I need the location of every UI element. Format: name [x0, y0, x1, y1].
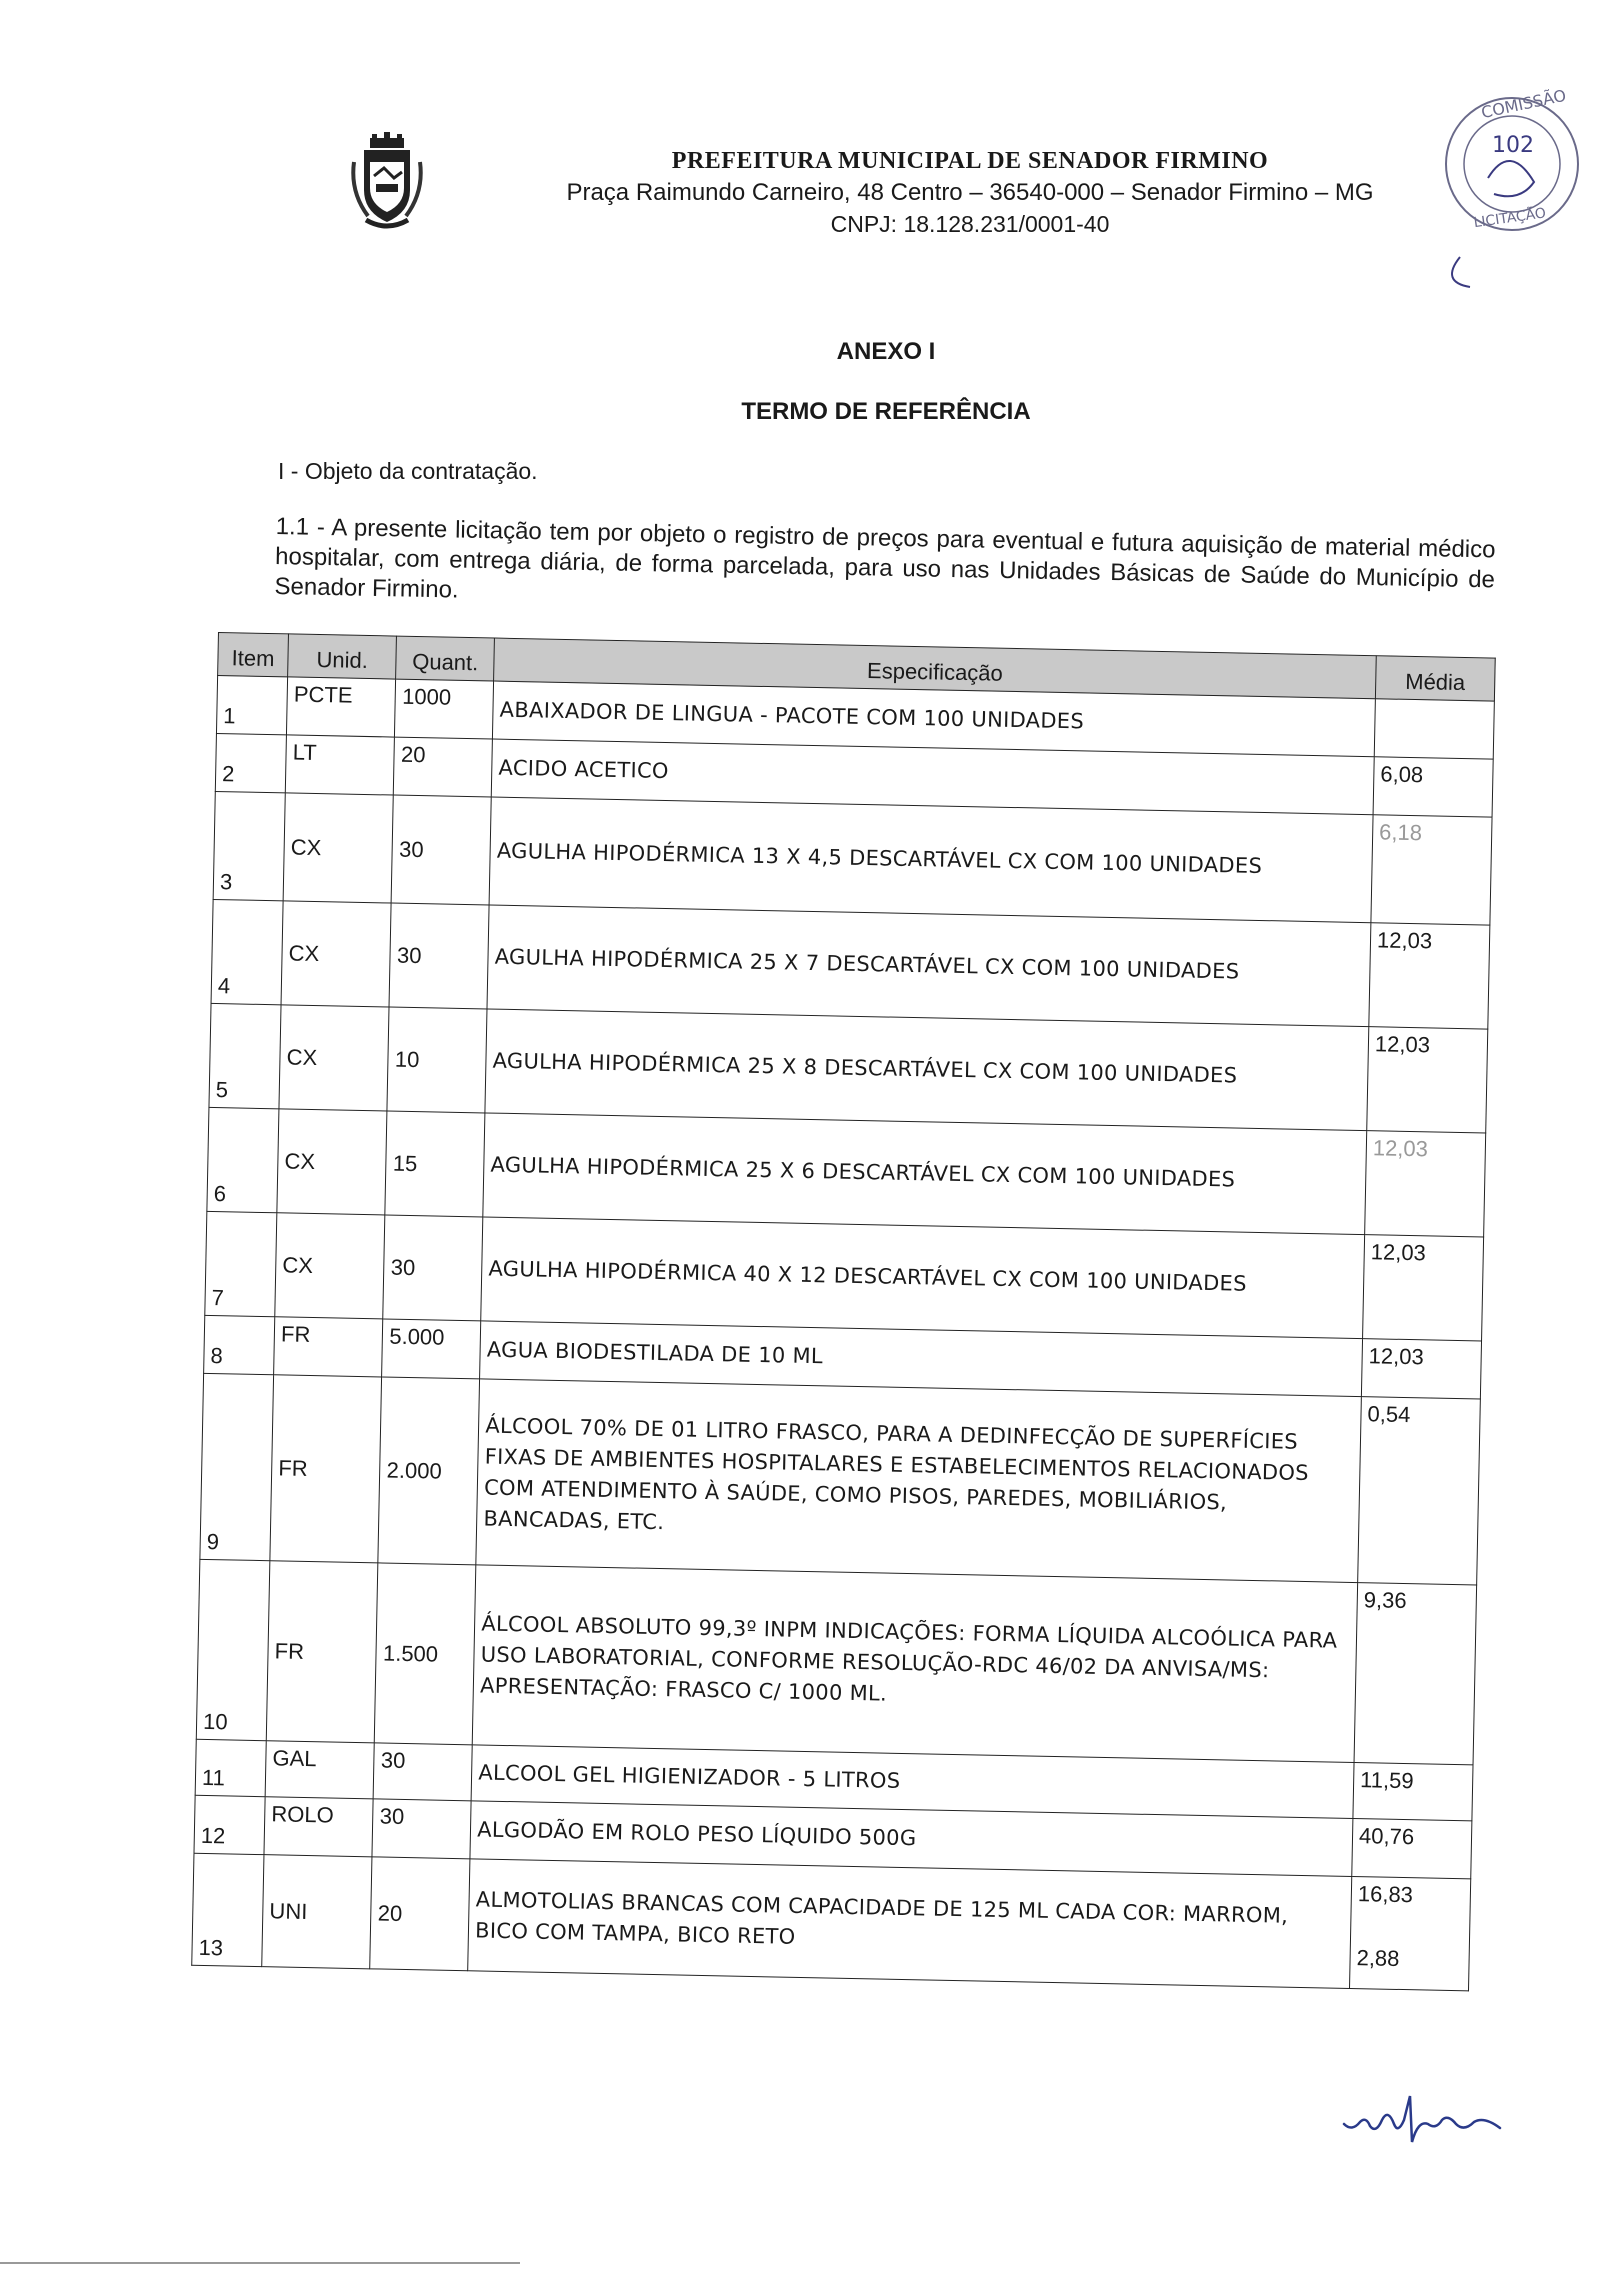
commission-stamp — [1430, 82, 1580, 292]
cell-media: 12,03 — [1369, 923, 1490, 1029]
cell-media: 0,54 — [1358, 1397, 1481, 1585]
cell-spec: ACIDO ACETICO — [491, 739, 1374, 815]
annex-subtitle: TERMO DE REFERÊNCIA — [741, 398, 1031, 425]
stamp-number: 102 — [1492, 133, 1534, 158]
cell-spec: ALGODÃO EM ROLO PESO LÍQUIDO 500G — [470, 1801, 1353, 1877]
cell-spec: AGULHA HIPODÉRMICA 25 X 8 DESCARTÁVEL CX COM 100 UNIDADES — [485, 1009, 1369, 1131]
cell-quant: 20 — [394, 737, 493, 797]
cell-item: 6 — [207, 1107, 279, 1212]
cell-quant: 1.500 — [375, 1563, 476, 1745]
cell-item: 12 — [194, 1795, 265, 1854]
handwritten-signature — [1340, 2090, 1520, 2150]
stamp-top-text: COMISSÃO — [1479, 85, 1568, 123]
cell-unid: CX — [279, 1005, 389, 1111]
header-media: Média — [1375, 656, 1495, 701]
cell-item: 8 — [204, 1315, 275, 1374]
cell-quant: 10 — [387, 1007, 487, 1113]
cell-spec: ÁLCOOL ABSOLUTO 99,3º INPM INDICAÇÕES: FORMA LÍQUIDA ALCOÓLICA PARA USO LABORATORIAL, CONFORME RESOLUÇÃO-RDC 46/02 DA ANVISA/MS: APRESENTAÇÃO: FRASCO C/ 1000 ML. — [472, 1565, 1357, 1763]
cell-media: 6,08 — [1373, 757, 1493, 817]
org-address: Praça Raimundo Carneiro, 48 Centro – 36540-000 – Senador Firmino – MG — [566, 179, 1374, 206]
cell-spec: AGULHA HIPODÉRMICA 25 X 7 DESCARTÁVEL CX COM 100 UNIDADES — [487, 905, 1371, 1027]
cell-unid: CX — [281, 901, 391, 1007]
cell-spec: ALMOTOLIAS BRANCAS COM CAPACIDADE DE 125 ML CADA COR: MARROM, BICO COM TAMPA, BICO RETO — [468, 1859, 1352, 1989]
header-unid: Unid. — [288, 634, 397, 679]
cell-unid: FR — [266, 1561, 378, 1743]
cell-quant: 30 — [383, 1215, 483, 1321]
cell-spec: ABAIXADOR DE LINGUA - PACOTE COM 100 UNIDADES — [493, 681, 1376, 757]
cell-item: 10 — [196, 1559, 270, 1740]
cell-quant: 15 — [385, 1111, 485, 1217]
annex-title: ANEXO I — [836, 338, 936, 365]
cell-item: 2 — [215, 733, 286, 792]
cell-quant: 1000 — [395, 679, 494, 739]
cell-unid: GAL — [265, 1741, 374, 1799]
table-row — [200, 1373, 1480, 1585]
cell-quant: 5.000 — [382, 1319, 481, 1379]
cell-spec: AGULHA HIPODÉRMICA 40 X 12 DESCARTÁVEL CX COM 100 UNIDADES — [481, 1217, 1365, 1339]
cell-unid: CX — [283, 793, 394, 903]
cell-unid: FR — [274, 1317, 384, 1377]
header-quant: Quant. — [396, 636, 495, 681]
cell-item: 3 — [213, 791, 285, 900]
cell-unid: CX — [277, 1109, 387, 1215]
stamp-bottom-text: LICITAÇÃO — [1472, 205, 1547, 232]
cell-unid: PCTE — [287, 677, 397, 737]
cell-media — [1374, 699, 1494, 759]
cell-item: 13 — [192, 1853, 264, 1966]
cell-quant: 30 — [389, 903, 489, 1009]
cell-unid: UNI — [262, 1855, 373, 1969]
cell-quant: 30 — [392, 795, 492, 905]
cell-spec: AGULHA HIPODÉRMICA 25 X 6 DESCARTÁVEL CX COM 100 UNIDADES — [483, 1113, 1367, 1235]
section-heading: I - Objeto da contratação. — [278, 458, 538, 484]
cell-item: 5 — [209, 1003, 281, 1108]
cell-media: 12,03 — [1365, 1131, 1486, 1237]
cell-unid: FR — [270, 1375, 382, 1563]
cell-unid: LT — [285, 735, 395, 795]
letterhead — [520, 148, 1420, 238]
cell-media: 12,03 — [1361, 1339, 1481, 1399]
table-row — [196, 1559, 1476, 1765]
cell-spec: ÁLCOOL 70% DE 01 LITRO FRASCO, PARA A DEDINFECÇÃO DE SUPERFÍCIES FIXAS DE AMBIENTES HOSPITALARES E ESTABELECIMENTOS RELACIONADOS COM ATENDIMENTO À SAÚDE, COMO PISOS, PAREDES, MOBILIÁRIOS, BANCADAS, ETC. — [476, 1379, 1361, 1583]
cell-quant: 30 — [374, 1743, 473, 1801]
header-spec: Especificação — [494, 638, 1376, 699]
cell-item: 4 — [211, 899, 283, 1004]
cell-item: 1 — [216, 676, 287, 735]
cell-media: 6,18 — [1371, 815, 1492, 925]
cell-media: 40,76 — [1352, 1819, 1472, 1879]
items-table — [191, 632, 1496, 1991]
cell-item: 7 — [205, 1211, 277, 1316]
cell-quant: 2.000 — [378, 1377, 479, 1565]
header-item: Item — [218, 633, 289, 677]
cell-media — [1349, 1877, 1470, 1991]
cell-media: 9,36 — [1354, 1583, 1477, 1765]
cell-quant: 20 — [370, 1857, 470, 1971]
cell-media: 11,59 — [1353, 1763, 1473, 1821]
cell-item: 9 — [200, 1373, 274, 1560]
trailing-media-value: 2,88 — [1356, 1945, 1400, 1971]
object-paragraph: 1.1 - A presente licitação tem por objeto o registro de preços para eventual e futura aquisição de material médico hospitalar, com entrega diária, de forma parcelada, para uso nas Unidades Básicas de Saúde do Município de Senador Firmino. — [274, 512, 1496, 604]
cell-spec: AGULHA HIPODÉRMICA 13 X 4,5 DESCARTÁVEL CX COM 100 UNIDADES — [489, 797, 1373, 923]
org-name: PREFEITURA MUNICIPAL DE SENADOR FIRMINO — [671, 148, 1269, 174]
page-edge-line — [0, 2262, 520, 2264]
cell-spec: AGUA BIODESTILADA DE 10 ML — [480, 1321, 1363, 1397]
items-table-wrapper — [191, 632, 1498, 1991]
cell-quant: 30 — [372, 1799, 471, 1859]
cell-media: 12,03 — [1367, 1027, 1488, 1133]
cell-item: 11 — [195, 1739, 266, 1796]
cell-media: 12,03 — [1363, 1235, 1484, 1341]
municipal-crest-icon — [348, 132, 426, 232]
org-cnpj: CNPJ: 18.128.231/0001-40 — [830, 211, 1110, 237]
media-value: 16,83 — [1357, 1881, 1414, 1908]
cell-unid: ROLO — [264, 1797, 374, 1857]
cell-unid: CX — [275, 1213, 385, 1319]
cell-spec: ALCOOL GEL HIGIENIZADOR - 5 LITROS — [471, 1745, 1354, 1819]
